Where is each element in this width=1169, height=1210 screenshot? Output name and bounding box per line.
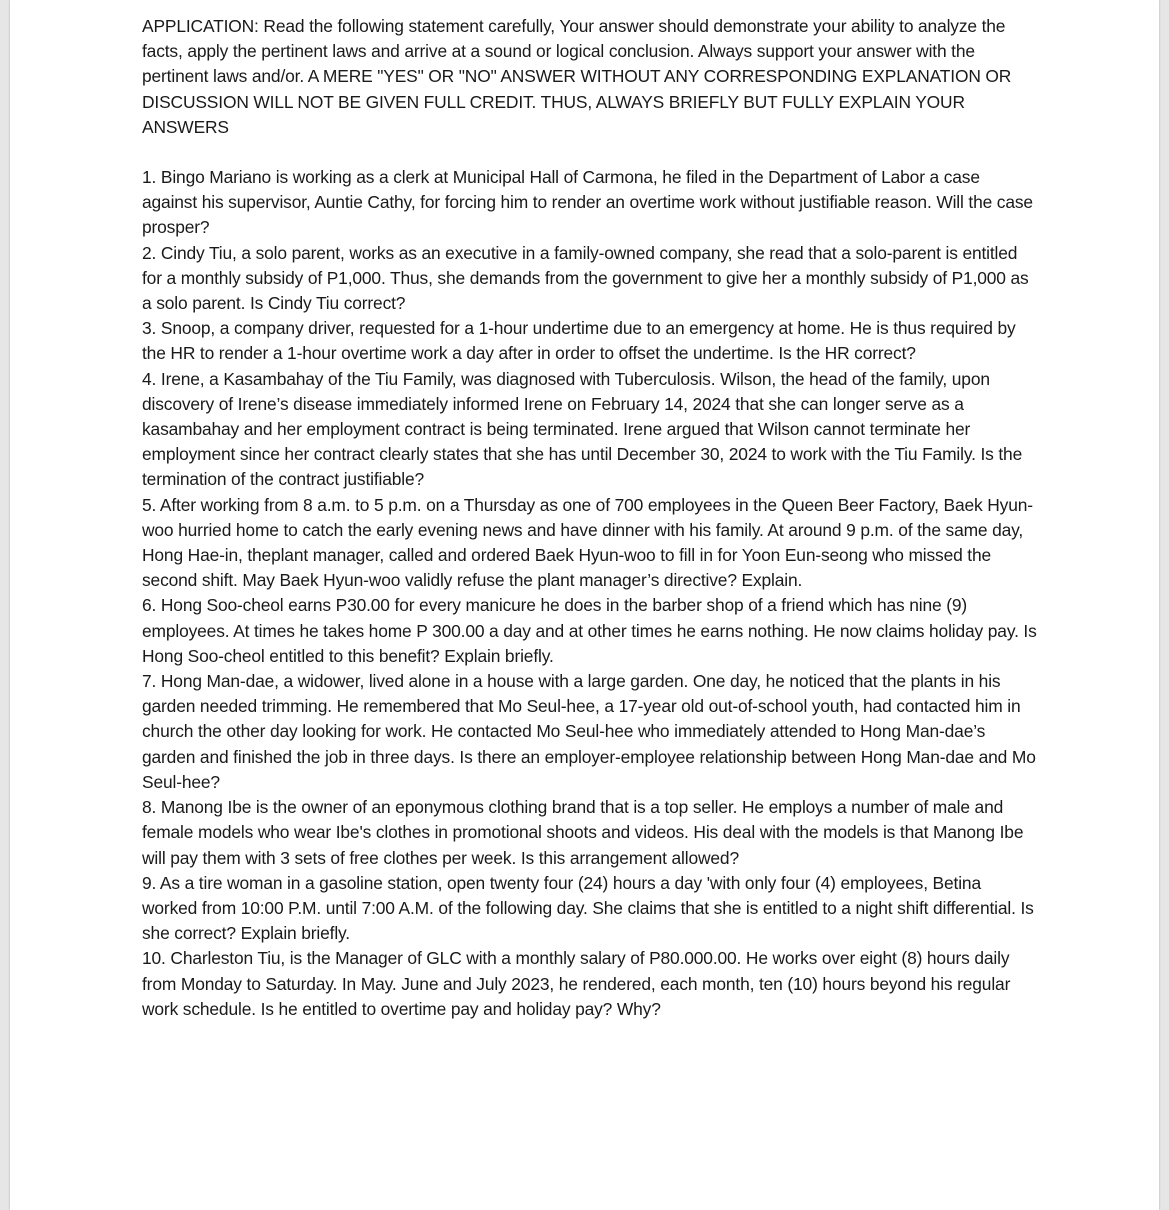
question-item: 9. As a tire woman in a gasoline station, open twenty four (24) hours a day 'with only four (4) employees, Betina worked from 10:00 P.M. until 7:00 A.M. of the following day. She claims that she is entitled to a night shift differential. Is she correct? Explain briefly. (142, 872, 1034, 944)
question-item: 3. Snoop, a company driver, requested for a 1-hour undertime due to an emergency at home. He is thus required by the HR to render a 1-hour overtime work a day after in order to offset the undertime. Is the HR correct? (142, 318, 1016, 364)
question-item: 4. Irene, a Kasambahay of the Tiu Family, was diagnosed with Tuberculosis. Wilson, the head of the family, upon discovery of Irene’s disease immediately informed Irene on February 14, 2024 that she can longer serve as a kasambahay and her employment contract is being terminated. Irene argued that Wilson cannot terminate her employment since her contract clearly states that she has until December 30, 2024 to work with the Tiu Family. Is the termination of the contract justifiable? (142, 368, 1023, 490)
question-item: 1. Bingo Mariano is working as a clerk at Municipal Hall of Carmona, he filed in the Department of Labor a case against his supervisor, Auntie Cathy, for forcing him to render an overtime work without justifiable reason. Will the case prosper? (142, 167, 1033, 238)
question-item: 7. Hong Man-dae, a widower, lived alone in a house with a large garden. One day, he noticed that the plants in his garden needed trimming. He remembered that Mo Seul-hee, a 17-year old out-of-school youth, had contacted him in church the other day looking for work. He contacted Mo Seul-hee who immediately attended to Hong Man-dae’s garden and finished the job in three days. Is there an employer-employee relationship between Hong Man-dae and Mo Seul-hee? (142, 671, 1036, 792)
document-page (10, 0, 1159, 1210)
question-item: 10. Charleston Tiu, is the Manager of GLC with a monthly salary of P80.000.00. He works over eight (8) hours daily from Monday to Saturday. In May. June and July 2023, he rendered, each month, ten (10) hours beyond his regular work schedule. Is he entitled to overtime pay and holiday pay? Why? (142, 948, 1011, 1019)
document-content (142, 14, 1037, 1022)
question-item: 2. Cindy Tiu, a solo parent, works as an executive in a family-owned company, she read that a solo-parent is entitled for a monthly subsidy of P1,000. Thus, she demands from the government to give her a monthly subsidy of P1,000 as a solo parent. Is Cindy Tiu correct? (142, 242, 1029, 314)
paragraph-spacer (142, 140, 1037, 165)
question-item: 8. Manong Ibe is the owner of an eponymous clothing brand that is a top seller. He employs a number of male and female models who wear Ibe's clothes in promotional shoots and videos. His deal with the models is that Manong Ibe will pay them with 3 sets of free clothes per week. Is this arrangement allowed? (142, 797, 1024, 868)
question-item: 5. After working from 8 a.m. to 5 p.m. on a Thursday as one of 700 employees in the Queen Beer Factory, Baek Hyun-woo hurried home to catch the early evening news and have dinner with his family. At around 9 p.m. of the same day, Hong Hae-in, theplant manager, called and ordered Baek Hyun-woo to fill in for Yoon Eun-seong who missed the second shift. May Baek Hyun-woo validly refuse the plant manager’s directive? Explain. (142, 494, 1033, 591)
question-item: 6. Hong Soo-cheol earns P30.00 for every manicure he does in the barber shop of a friend which has nine (9) employees. At times he takes home P 300.00 a day and at other times he earns nothing. He now claims holiday pay. Is Hong Soo-cheol entitled to this benefit? Explain briefly. (142, 595, 1037, 666)
instructions-paragraph: APPLICATION: Read the following statement carefully, Your answer should demonstrate your ability to analyze the facts, apply the pertinent laws and arrive at a sound or logical conclusion. Always support your answer with the pertinent laws and/or. A MERE "YES" OR "NO" ANSWER WITHOUT ANY CORRESPONDING EXPLANATION OR DISCUSSION WILL NOT BE GIVEN FULL CREDIT. THUS, ALWAYS BRIEFLY BUT FULLY EXPLAIN YOUR ANSWERS (142, 16, 1012, 137)
question-list (142, 165, 1037, 1022)
